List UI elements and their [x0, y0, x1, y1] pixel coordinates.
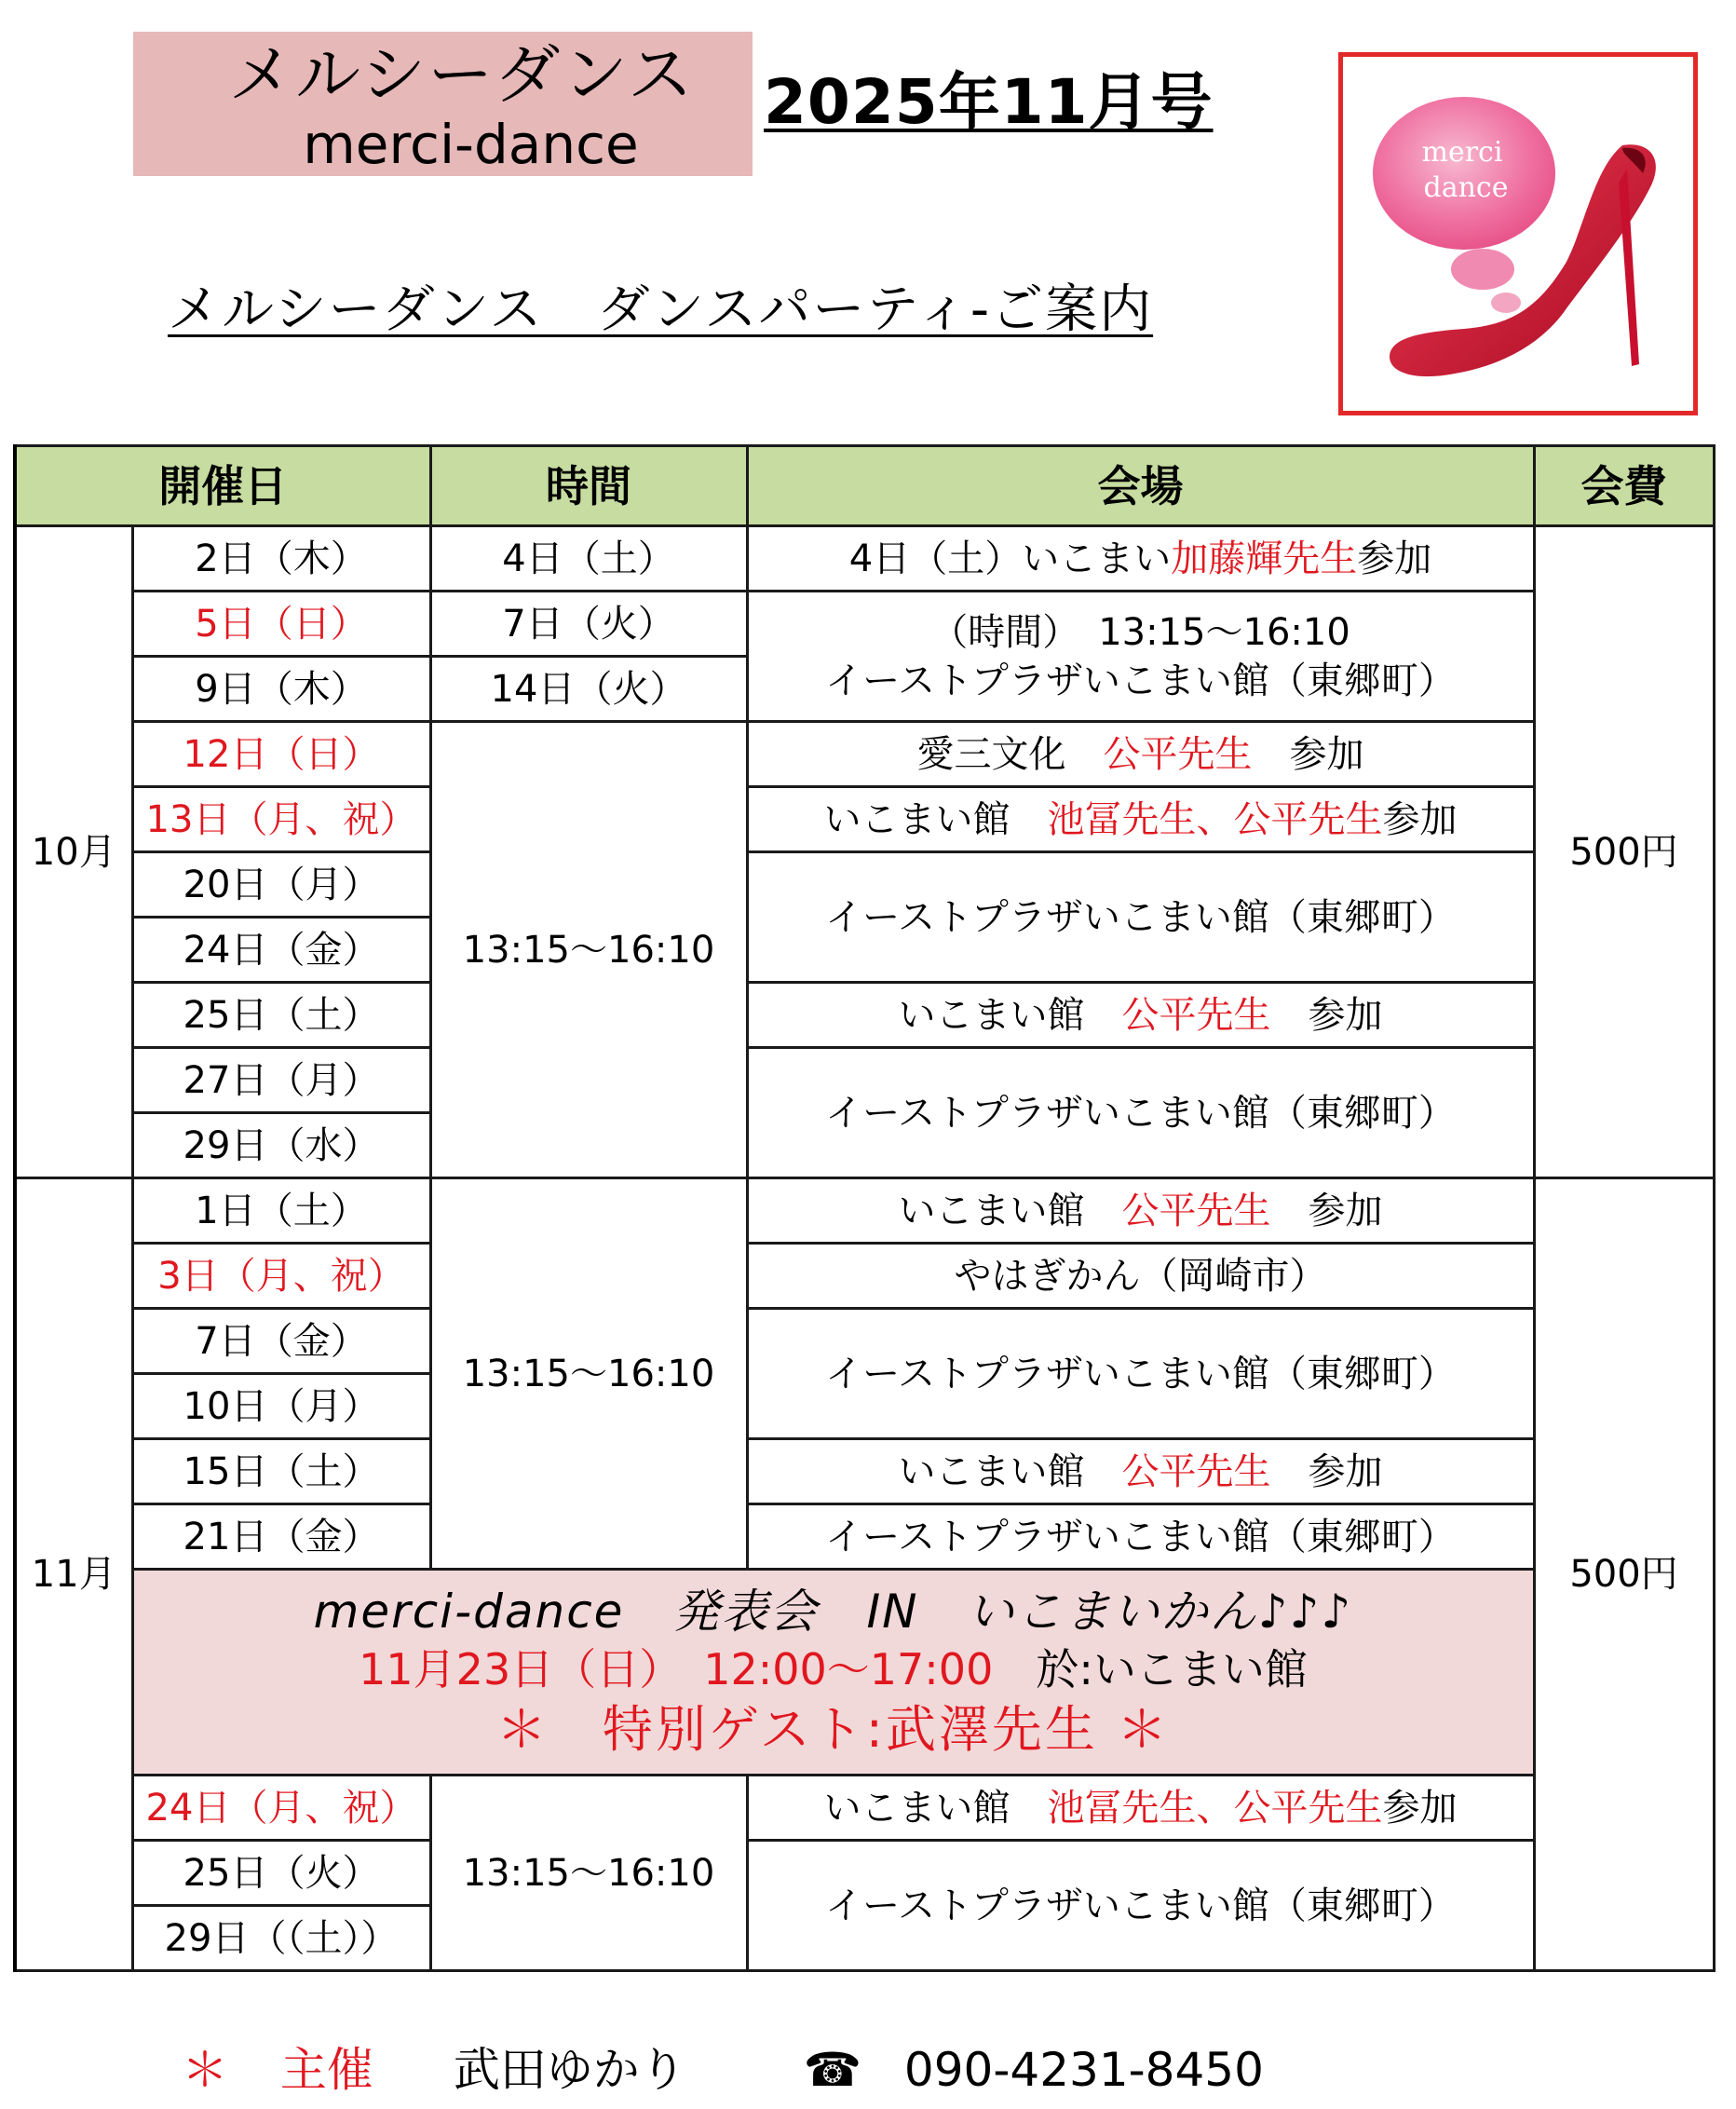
- date-cell: 24日（金）: [132, 918, 430, 983]
- date-cell: 12日（日）: [132, 722, 430, 787]
- teacher-name: 公平先生: [1121, 993, 1271, 1037]
- time-cell: 13:15～16:10: [430, 1178, 747, 1570]
- time-cell: 4日（土）: [430, 526, 747, 592]
- fee-october: 500円: [1534, 526, 1714, 1178]
- event-place: 於:いこまい館: [993, 1644, 1308, 1694]
- venue-suffix: 参加: [1252, 732, 1364, 776]
- venue-text: イーストプラザいこまい館（東郷町）: [825, 659, 1456, 702]
- date-cell: 15日（土）: [132, 1439, 430, 1504]
- teacher-name: 加藤輝先生: [1171, 537, 1358, 580]
- time-cell: 13:15～16:10: [430, 1776, 747, 1971]
- table-row: [15, 1309, 1714, 1374]
- event-title: merci-dance 発表会 IN いこまいかん♪♪♪: [313, 1585, 1353, 1639]
- date-cell: 10日（月）: [132, 1374, 430, 1439]
- logo-text-dance: dance: [1423, 171, 1509, 204]
- venue-text: いこまい館: [898, 993, 1122, 1037]
- date-cell: 24日（月、祝）: [132, 1776, 430, 1841]
- venue-text: 4日（土）いこまい: [848, 537, 1172, 580]
- teacher-name: 公平先生: [1121, 1189, 1271, 1232]
- venue-text: 愛三文化: [916, 732, 1104, 776]
- footer: [182, 2040, 1264, 2100]
- venue-text: いこまい館: [898, 1449, 1122, 1493]
- venue-cell: イーストプラザいこまい館（東郷町）: [747, 1841, 1534, 1971]
- table-row: [15, 1776, 1714, 1841]
- date-cell: 25日（火）: [132, 1841, 430, 1906]
- table-row: [15, 787, 1714, 852]
- logo-text-merci: merci: [1421, 136, 1503, 169]
- venue-suffix: 参加: [1357, 537, 1432, 580]
- header-date: 開催日: [15, 446, 430, 526]
- header-venue: 会場: [747, 446, 1534, 526]
- venue-cell: [747, 1439, 1534, 1504]
- venue-suffix: 参加: [1270, 993, 1383, 1037]
- date-cell: 25日（土）: [132, 983, 430, 1048]
- event-guest: ＊ 特別ゲスト:武澤先生 ＊: [495, 1700, 1171, 1759]
- venue-cell: [747, 526, 1534, 592]
- table-header-row: [15, 446, 1714, 526]
- venue-cell: [747, 1178, 1534, 1244]
- time-cell: 13:15～16:10: [430, 722, 747, 1178]
- date-cell: 7日（金）: [132, 1309, 430, 1374]
- venue-time-note: （時間） 13:15～16:10: [930, 610, 1350, 654]
- date-cell: 13日（月、祝）: [132, 787, 430, 852]
- venue-suffix: 参加: [1382, 797, 1458, 841]
- month-october: 10月: [15, 526, 132, 1178]
- header-fee: 会費: [1534, 446, 1714, 526]
- date-cell: 21日（金）: [132, 1504, 430, 1570]
- table-row: [15, 1178, 1714, 1244]
- venue-cell: イーストプラザいこまい館（東郷町）: [747, 1048, 1534, 1178]
- venue-suffix: 参加: [1270, 1189, 1383, 1232]
- organizer-label: 主催: [279, 2043, 373, 2097]
- organizer-name: 武田ゆかり: [453, 2043, 686, 2097]
- venue-text: いこまい館: [823, 797, 1048, 841]
- venue-suffix: 参加: [1382, 1786, 1458, 1830]
- table-row: [15, 1841, 1714, 1906]
- date-cell: 3日（月、祝）: [132, 1244, 430, 1309]
- fee-november: 500円: [1534, 1178, 1714, 1971]
- venue-cell: [747, 722, 1534, 787]
- venue-text: いこまい館: [898, 1189, 1122, 1232]
- event-datetime: [134, 1640, 1533, 1698]
- logo: [1338, 52, 1698, 415]
- date-cell: 5日（日）: [132, 592, 430, 657]
- date-cell: 20日（月）: [132, 852, 430, 918]
- table-row: [15, 983, 1714, 1048]
- footer-asterisk: ＊: [182, 2043, 228, 2097]
- venue-cell: イーストプラザいこまい館（東郷町）: [747, 1309, 1534, 1439]
- month-november: 11月: [15, 1178, 132, 1971]
- venue-cell: イーストプラザいこまい館（東郷町）: [747, 852, 1534, 983]
- issue-label: 2025年11月号: [764, 66, 1214, 138]
- table-row: [15, 526, 1714, 592]
- teacher-name: 池冨先生、公平先生: [1047, 797, 1383, 841]
- phone-icon: ☎: [803, 2043, 861, 2097]
- time-cell: 14日（火）: [430, 657, 747, 722]
- venue-cell: やはぎかん（岡崎市）: [747, 1244, 1534, 1309]
- date-cell: 1日（土）: [132, 1178, 430, 1244]
- event-date: 11月23日（日） 12:00～17:00: [359, 1644, 994, 1694]
- title-en: merci-dance: [303, 113, 639, 176]
- venue-cell: [747, 592, 1534, 722]
- venue-cell: [747, 787, 1534, 852]
- teacher-name: 公平先生: [1121, 1449, 1271, 1493]
- table-row: [15, 722, 1714, 787]
- title-jp: メルシーダンス: [228, 36, 695, 113]
- schedule-table: [13, 444, 1716, 1972]
- teacher-name: 池冨先生、公平先生: [1047, 1786, 1383, 1830]
- table-row: [15, 1048, 1714, 1113]
- venue-suffix: 参加: [1270, 1449, 1383, 1493]
- venue-cell: [747, 1776, 1534, 1841]
- table-row: [15, 852, 1714, 918]
- venue-cell: [747, 983, 1534, 1048]
- event-row: [15, 1570, 1714, 1776]
- table-row: [15, 1504, 1714, 1570]
- phone-number: 090-4231-8450: [903, 2043, 1264, 2097]
- venue-text: いこまい館: [823, 1786, 1048, 1830]
- venue-cell: イーストプラザいこまい館（東郷町）: [747, 1504, 1534, 1570]
- teacher-name: 公平先生: [1103, 732, 1253, 776]
- header-time: 時間: [430, 446, 747, 526]
- subtitle: メルシーダンス ダンスパーティ-ご案内: [168, 279, 1154, 340]
- time-cell: 7日（火）: [430, 592, 747, 657]
- shoe-logo-icon: [1343, 57, 1693, 411]
- date-cell: 29日（（土））: [132, 1906, 430, 1971]
- date-cell: 2日（木）: [132, 526, 430, 592]
- date-cell: 9日（木）: [132, 657, 430, 722]
- table-row: [15, 592, 1714, 657]
- event-banner: [132, 1570, 1534, 1776]
- table-row: [15, 1439, 1714, 1504]
- table-row: [15, 1244, 1714, 1309]
- date-cell: 27日（月）: [132, 1048, 430, 1113]
- date-cell: 29日（水）: [132, 1113, 430, 1178]
- title-box: [133, 32, 753, 176]
